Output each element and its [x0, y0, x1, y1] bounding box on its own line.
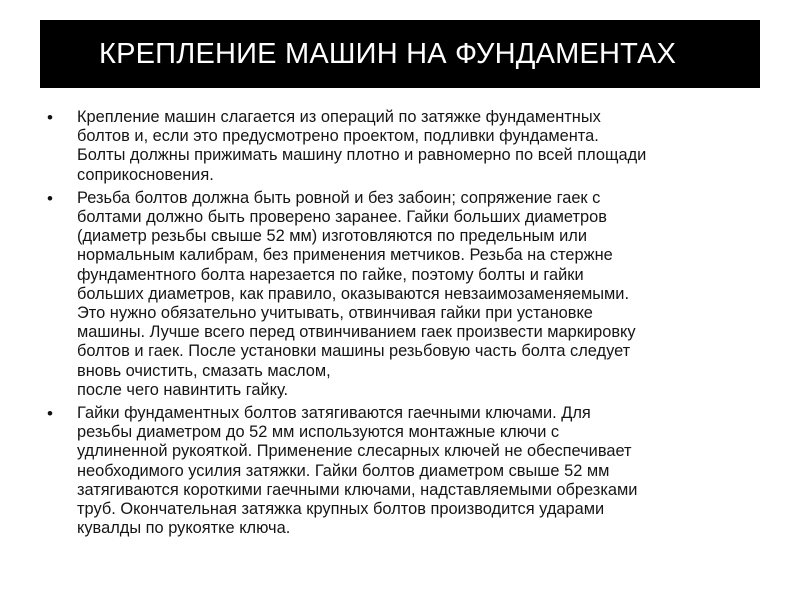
text-line: (диаметр резьбы свыше 52 мм) изготовляются по предельным или [77, 227, 587, 246]
text-line: вновь очистить, смазать маслом, [77, 361, 331, 380]
text-line: болтов и гаек. После установки машины резьбовую часть болта следует [77, 342, 631, 361]
text-line: удлиненной рукояткой. Применение слесарных ключей не обеспечивает [77, 442, 632, 461]
text-line: затягиваются короткими гаечными ключами, надставляемыми обрезками [77, 480, 638, 499]
text-line: нормальным калибрам, без применения метчиков. Резьба на стержне [77, 246, 613, 265]
bullet-item [47, 404, 759, 538]
text-line: болтами должно быть проверено заранее. Гайки больших диаметров [77, 208, 607, 227]
text-line: Болты должны прижимать машину плотно и равномерно по всей площади [77, 146, 647, 165]
bullet-item [47, 108, 759, 185]
text-line: необходимого усилия затяжки. Гайки болтов диаметром свыше 52 мм [77, 461, 610, 480]
slide-title: КРЕПЛЕНИЕ МАШИН НА ФУНДАМЕНТАХ [99, 37, 677, 70]
text-line: Резьба болтов должна быть ровной и без забоин; сопряжение гаек с [77, 188, 601, 207]
text-line: после чего навинтить гайку. [77, 380, 289, 399]
text-line: Крепление машин слагается из операций по затяжке фундаментных [77, 108, 601, 126]
text-line: фундаментного болта нарезается по гайке, поэтому болты и гайки [77, 265, 584, 284]
bullet-list [47, 108, 759, 542]
text-line: кувалды по рукоятке ключа. [77, 519, 291, 538]
bullet-text [77, 189, 759, 400]
bullet-text [77, 404, 759, 538]
text-line: болтов и, если это предусмотрено проектом, подливки фундамента. [77, 127, 599, 146]
text-line: больших диаметров, как правило, оказываются невзаимозаменяемыми. [77, 284, 629, 303]
text-line: машины. Лучше всего перед отвинчиванием гаек произвести маркировку [77, 323, 636, 342]
slide-title-bar [40, 20, 760, 88]
text-line: Гайки фундаментных болтов затягиваются гаечными ключами. Для [77, 404, 591, 423]
bullet-item [47, 189, 759, 400]
bullet-dot-icon: • [47, 404, 53, 424]
text-line: труб. Окончательная затяжка крупных болтов производится ударами [77, 500, 605, 519]
text-line: соприкосновения. [77, 165, 214, 184]
bullet-dot-icon: • [47, 108, 53, 127]
text-line: резьбы диаметром до 52 мм используются монтажные ключи с [77, 423, 560, 442]
text-line: Это нужно обязательно учитывать, отвинчивая гайки при установке [77, 304, 593, 323]
bullet-dot-icon: • [47, 188, 53, 208]
bullet-text [77, 108, 759, 185]
